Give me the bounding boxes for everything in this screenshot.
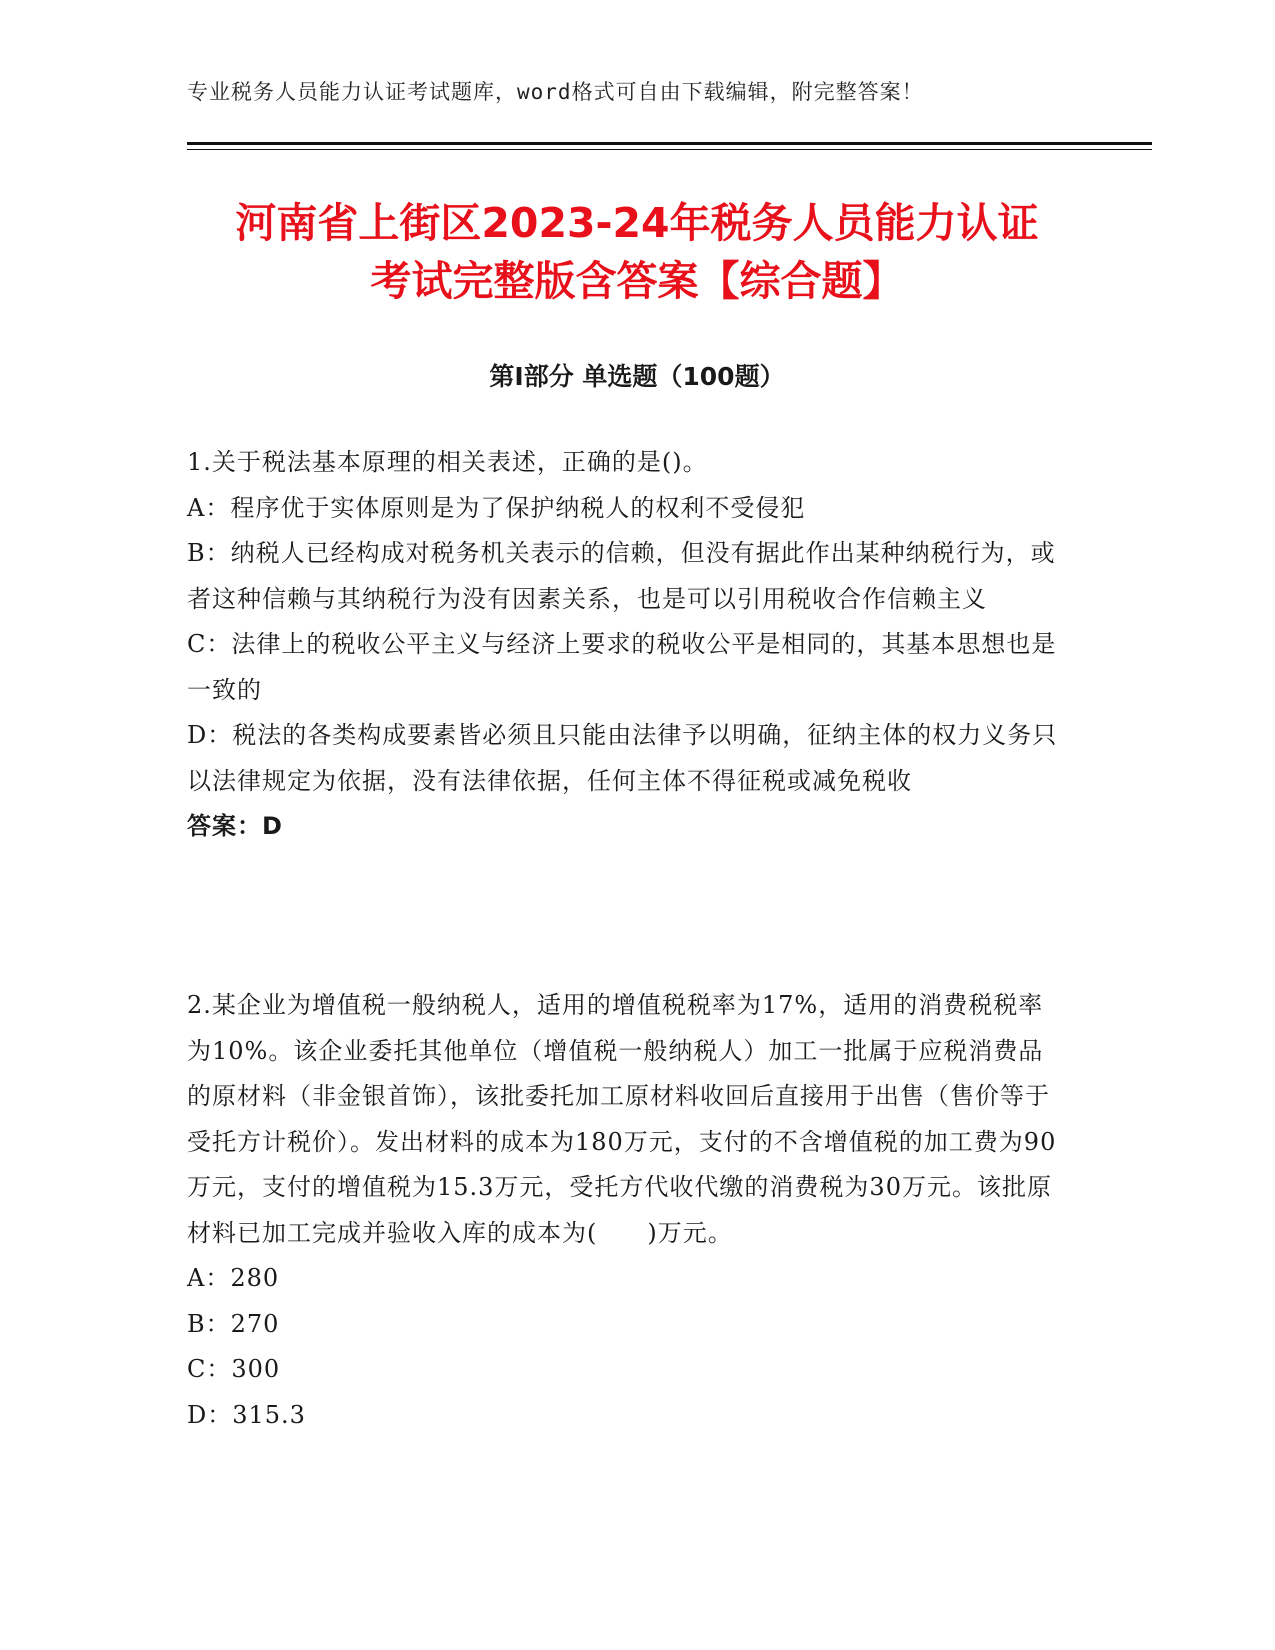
option-d: D：税法的各类构成要素皆必须且只能由法律予以明确，征纳主体的权力义务只以法律规定为依据，没有法律依据，任何主体不得征税或减免税收: [187, 721, 1058, 795]
question-stem: 2.某企业为增值税一般纳税人，适用的增值税税率为17%，适用的消费税税率为10%。该企业委托其他单位（增值税一般纳税人）加工一批属于应税消费品的原材料（非金银首饰），该批委托加工原材料收回后直接用于出售（售价等于受托方计税价）。发出材料的成本为180万元，支付的不含增值税的加工费为90万元，支付的增值税为15.3万元，受托方代收代缴的消费税为30万元。该批原材料已加工完成并验收入库的成本为( )万元。: [187, 991, 1057, 1247]
section-title: 第I部分 单选题（100题）: [489, 362, 785, 391]
option-d: D：315.3: [187, 1400, 306, 1429]
option-b: B：纳税人已经构成对税务机关表示的信赖，但没有据此作出某种纳税行为，或者这种信赖与其纳税行为没有因素关系，也是可以引用税收合作信赖主义: [187, 539, 1056, 613]
option-c: C：法律上的税收公平主义与经济上要求的税收公平是相同的，其基本思想也是一致的: [187, 630, 1057, 704]
option-c: C：300: [187, 1355, 281, 1383]
header-rule-thin: [187, 149, 1152, 150]
option-a: A：280: [187, 1264, 280, 1292]
question-2: [187, 983, 1067, 1438]
document-title: [187, 194, 1087, 310]
header-rule-thick: [187, 142, 1152, 145]
question-stem: 1.关于税法基本原理的相关表述，正确的是()。: [187, 448, 708, 476]
title-line-1: 河南省上街区2023-24年税务人员能力认证: [235, 199, 1039, 247]
header-note: 专业税务人员能力认证考试题库，word格式可自由下载编辑，附完整答案！: [187, 80, 924, 104]
title-line-2: 考试完整版含答案【综合题】: [370, 257, 904, 305]
answer: 答案：D: [187, 812, 283, 840]
option-b: B：270: [187, 1309, 280, 1338]
option-a: A：程序优于实体原则是为了保护纳税人的权利不受侵犯: [187, 493, 806, 522]
question-1: [187, 440, 1067, 850]
